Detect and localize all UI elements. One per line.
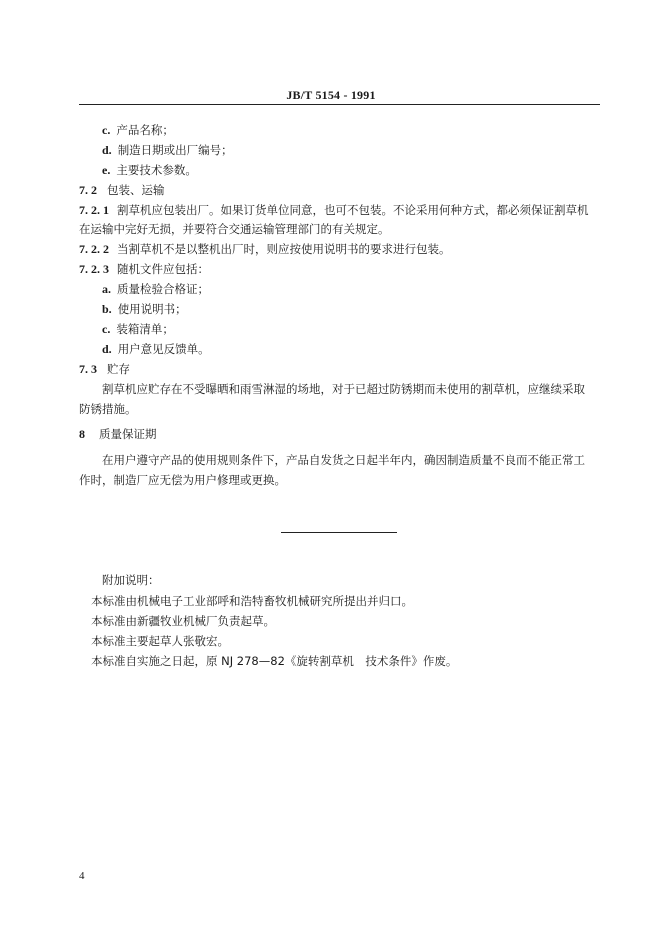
header-rule [79, 104, 600, 105]
appendix-line: 本标准主要起草人张敬宏。 [91, 634, 229, 648]
section-title: 包装、运输 [107, 183, 165, 197]
page-number: 4 [79, 870, 85, 882]
list-item-text: 制造日期或出厂编号； [117, 143, 233, 157]
clause-paragraph [79, 261, 209, 277]
list-item-label: d. [102, 143, 112, 157]
list-item-label: d. [102, 342, 112, 356]
list-item [102, 142, 233, 158]
section-title: 质量保证期 [99, 427, 157, 441]
clause-paragraph [79, 202, 589, 218]
paragraph-continuation: 作时，制造厂应无偿为用户修理或更换。 [79, 473, 286, 487]
list-item [102, 122, 174, 138]
section-title: 贮存 [107, 362, 130, 376]
list-item-text: 使用说明书； [117, 302, 187, 316]
paragraph-continuation: 防锈措施。 [79, 402, 137, 416]
section-number: 8 [79, 427, 85, 441]
section-heading [79, 361, 130, 377]
clause-paragraph [79, 241, 451, 257]
list-item-label: a. [102, 282, 111, 296]
clause-text: 割草机应包装出厂。如果订货单位同意，也可不包装。不论采用何种方式，都必须保证割草机 [117, 203, 589, 217]
appendix-line: 本标准自实施之日起，原 NJ 278—82《旋转割草机 技术条件》作废。 [91, 654, 458, 668]
list-item-text: 质量检验合格证； [117, 282, 209, 296]
list-item-label: c. [102, 322, 111, 336]
paragraph: 在用户遵守产品的使用规则条件下，产品自发货之日起半年内，确因制造质量不良而不能正常工 [102, 453, 585, 467]
clause-paragraph-continuation: 在运输中完好无损，并要符合交通运输管理部门的有关规定。 [79, 222, 390, 236]
list-item-text: 产品名称； [116, 123, 174, 137]
end-of-text-rule [281, 532, 397, 533]
section-number: 7. 2 [79, 183, 97, 197]
list-item [102, 341, 210, 357]
list-item-label: b. [102, 302, 112, 316]
clause-number: 7. 2. 3 [79, 262, 109, 276]
section-heading [79, 182, 165, 198]
list-item [102, 301, 187, 317]
list-item [102, 162, 197, 178]
list-item-text: 主要技术参数。 [116, 163, 197, 177]
list-item-text: 用户意见反馈单。 [117, 342, 210, 356]
list-item-label: c. [102, 123, 111, 137]
clause-text: 随机文件应包括： [117, 262, 209, 276]
list-item-text: 装箱清单； [116, 322, 174, 336]
list-item [102, 321, 174, 337]
appendix-title: 附加说明： [102, 573, 160, 587]
clause-text: 当割草机不是以整机出厂时，则应按使用说明书的要求进行包装。 [117, 242, 451, 256]
section-heading [79, 426, 157, 442]
paragraph: 割草机应贮存在不受曝晒和雨雪淋湿的场地，对于已超过防锈期而未使用的割草机，应继续采取 [102, 382, 585, 396]
section-number: 7. 3 [79, 362, 97, 376]
list-item-label: e. [102, 163, 111, 177]
standard-code-header: JB/T 5154 - 1991 [286, 88, 376, 102]
appendix-line: 本标准由机械电子工业部呼和浩特畜牧机械研究所提出并归口。 [91, 594, 413, 608]
clause-number: 7. 2. 1 [79, 203, 109, 217]
list-item [102, 281, 209, 297]
appendix-line: 本标准由新疆牧业机械厂负责起草。 [91, 614, 275, 628]
clause-number: 7. 2. 2 [79, 242, 109, 256]
